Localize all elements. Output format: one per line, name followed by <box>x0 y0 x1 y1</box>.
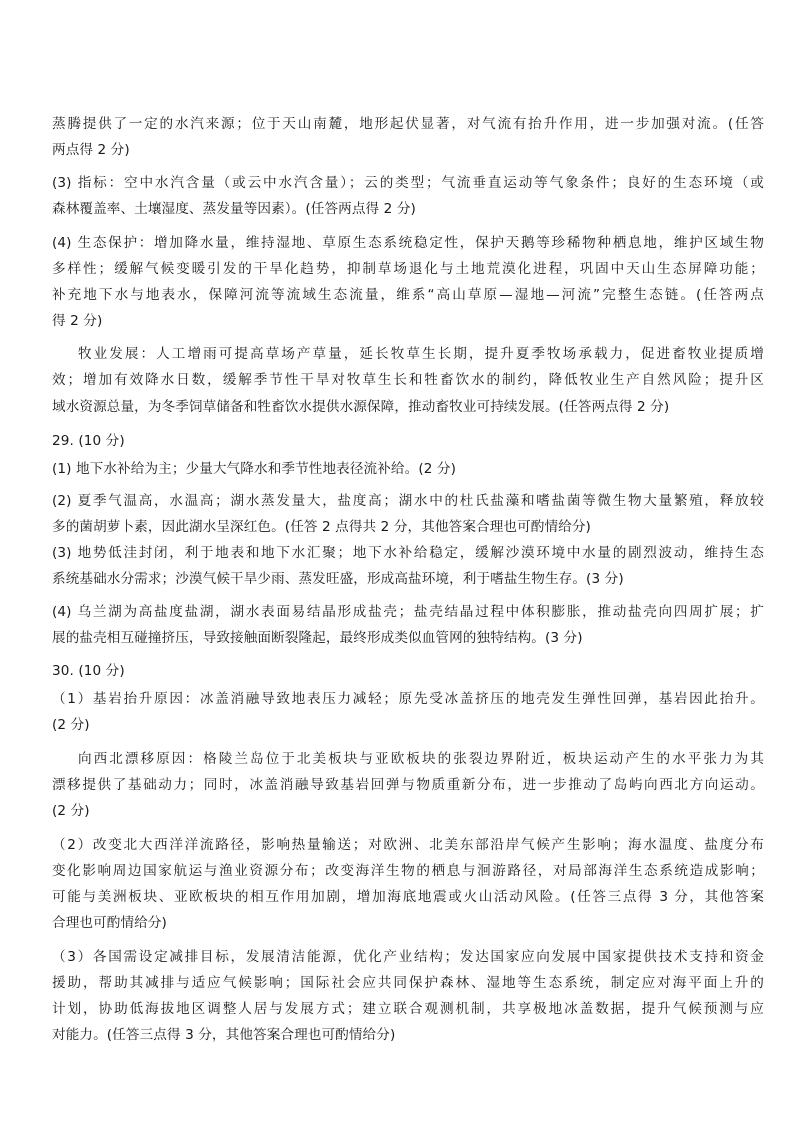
text-line: 向西北漂移原因：格陵兰岛位于北美板块与亚欧板块的张裂边界附近，板块运动产生的水平张力为其 <box>78 751 764 767</box>
text-line: （3）各国需设定减排目标，发展清洁能源，优化产业结构；发达国家应向发展中国家提供技术支持和资金 <box>52 949 764 965</box>
text-line: 得 2 分) <box>52 313 103 329</box>
text-line: (2) 夏季气温高，水温高；湖水蒸发量大，盐度高；湖水中的杜氏盐藻和嗜盐菌等微生物大量繁殖，释放较 <box>52 493 764 509</box>
text-line: 多的菌胡萝卜素，因此湖水呈深红色。(任答 2 点得共 2 分，其他答案合理也可酌情给分) <box>52 519 591 535</box>
text-line: 补充地下水与地表水，保障河流等流域生态流量，维系“高山草原—湿地—河流”完整生态链。(任答两点 <box>52 287 764 303</box>
text-line: 对能力。(任答三点得 3 分，其他答案合理也可酌情给分) <box>52 1027 396 1043</box>
text-line: (2 分) <box>52 717 90 733</box>
text-line: 展的盐壳相互碰撞挤压，导致接触面断裂隆起，最终形成类似血管网的独特结构。(3 分) <box>52 630 583 646</box>
text-line: 森林覆盖率、土壤湿度、蒸发量等因素）。(任答两点得 2 分) <box>52 201 416 217</box>
text-line: (4) 乌兰湖为高盐度盐湖，湖水表面易结晶形成盐壳；盐壳结晶过程中体积膨胀，推动盐壳向四周扩展；扩 <box>52 604 764 620</box>
text-line: （1）基岩抬升原因：冰盖消融导致地表压力减轻；原先受冰盖挤压的地壳发生弹性回弹，基岩因此抬升。 <box>52 691 764 707</box>
text-line: (4) 生态保护：增加降水量，维持湿地、草原生态系统稳定性，保护天鹅等珍稀物种栖息地，维护区域生物 <box>52 235 764 251</box>
question-heading: 29. (10 分) <box>52 433 125 449</box>
text-line: 系统基础水分需求；沙漠气候干旱少雨、蒸发旺盛，形成高盐环境，利于嗜盐生物生存。(3 分) <box>52 571 624 587</box>
text-line: 牧业发展：人工增雨可提高草场产草量，延长牧草生长期，提升夏季牧场承载力，促进畜牧业提质增 <box>78 346 764 362</box>
text-line: (3) 地势低洼封闭，利于地表和地下水汇聚；地下水补给稳定，缓解沙漠环境中水量的剧烈波动，维持生态 <box>52 545 764 561</box>
text-line: 漂移提供了基础动力；同时，冰盖消融导致基岩回弹与物质重新分布，进一步推动了岛屿向西北方向运动。 <box>52 777 764 793</box>
text-line: 两点得 2 分) <box>52 142 130 158</box>
text-line: (1) 地下水补给为主；少量大气降水和季节性地表径流补给。(2 分) <box>52 461 456 477</box>
text-line: 蒸腾提供了一定的水汽来源；位于天山南麓，地形起伏显著，对气流有抬升作用，进一步加强对流。(任答 <box>52 116 764 132</box>
text-line: 变化影响周边国家航运与渔业资源分布；改变海洋生物的栖息与洄游路径，对局部海洋生态系统造成影响； <box>52 863 764 879</box>
text-line: 可能与美洲板块、亚欧板块的相互作用加剧，增加海底地震或火山活动风险。(任答三点得 3 分，其他答案 <box>52 889 764 905</box>
text-line: 合理也可酌情给分) <box>52 915 167 931</box>
text-line: 效；增加有效降水日数，缓解季节性干旱对牧草生长和牲畜饮水的制约，降低牧业生产自然风险；提升区 <box>52 372 764 388</box>
text-line: 计划，协助低海拔地区调整人居与发展方式；建立联合观测机制，共享极地冰盖数据，提升气候预测与应 <box>52 1001 764 1017</box>
text-line: (2 分) <box>52 803 90 819</box>
text-line: 域水资源总量，为冬季饲草储备和牲畜饮水提供水源保障，推动畜牧业可持续发展。(任答两点得 2 分) <box>52 399 670 415</box>
text-line: (3) 指标：空中水汽含量（或云中水汽含量）；云的类型；气流垂直运动等气象条件；良好的生态环境（或 <box>52 175 764 191</box>
text-line: 多样性；缓解气候变暖引发的干旱化趋势，抑制草场退化与土地荒漠化进程，巩固中天山生态屏障功能； <box>52 261 764 277</box>
question-heading: 30. (10 分) <box>52 663 125 679</box>
text-line: （2）改变北大西洋洋流路径，影响热量输送；对欧洲、北美东部沿岸气候产生影响；海水温度、盐度分布 <box>52 837 764 853</box>
text-line: 援助，帮助其减排与适应气候影响；国际社会应共同保护森林、湿地等生态系统，制定应对海平面上升的 <box>52 975 764 991</box>
